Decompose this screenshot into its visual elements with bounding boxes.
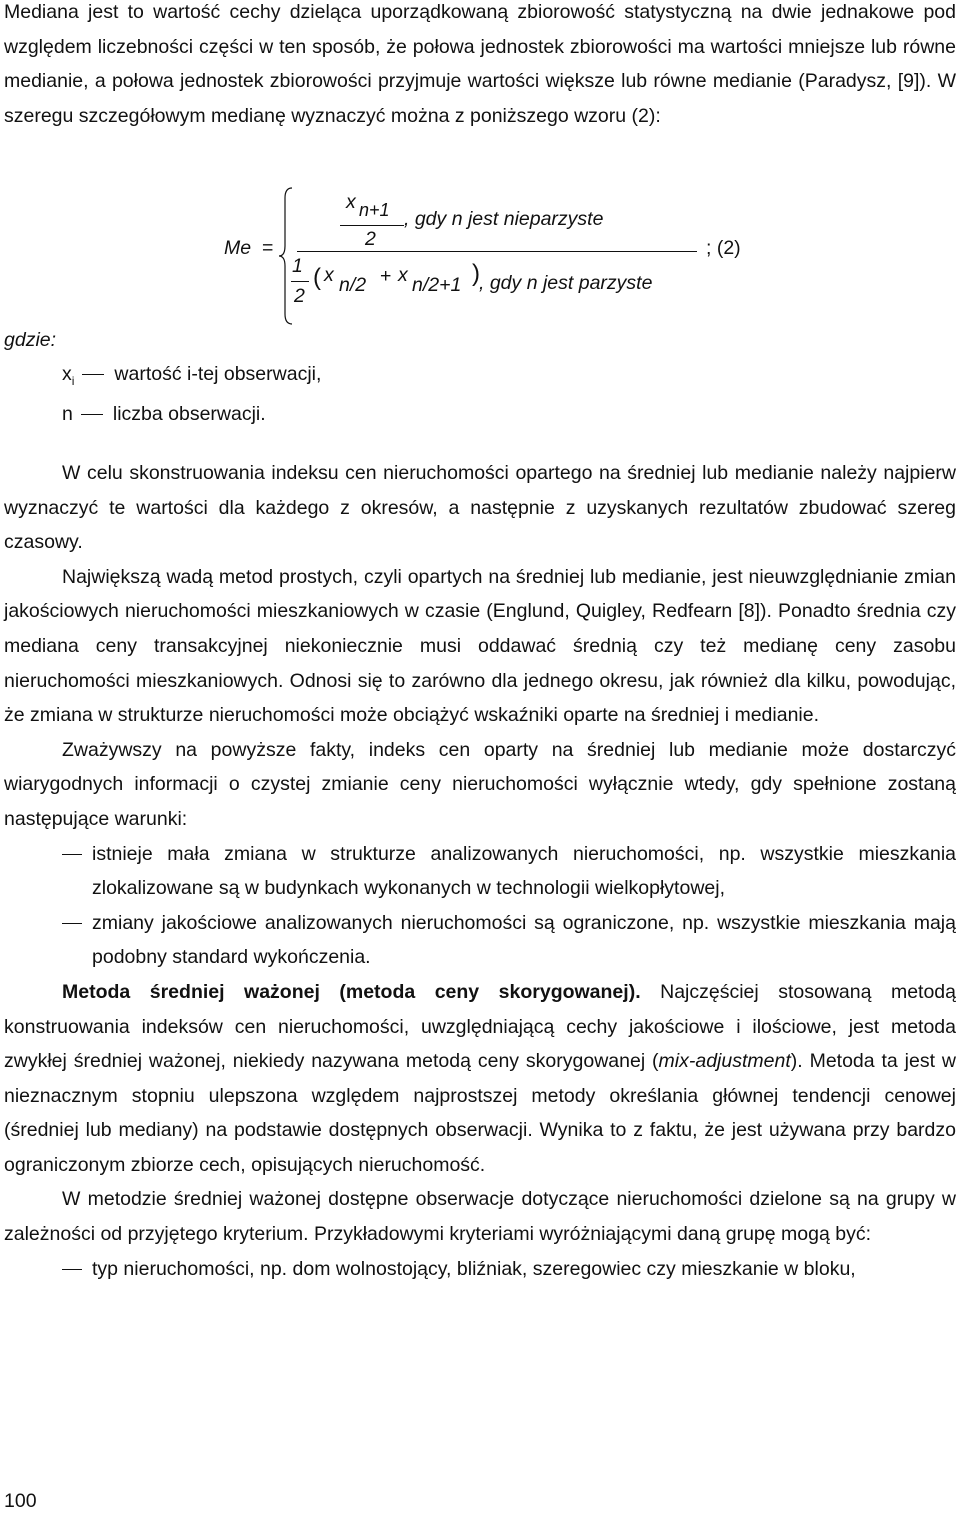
case2-close-paren: )	[472, 260, 480, 287]
formula-equals: =	[262, 237, 274, 259]
case2-denominator: 2	[294, 285, 305, 307]
bullet-dash-icon	[4, 1252, 92, 1287]
list-item	[4, 837, 956, 906]
bullet-dash-icon	[4, 837, 92, 906]
dash-icon	[81, 414, 103, 415]
formula-label: ; (2)	[706, 237, 741, 259]
case2-numerator: 1	[292, 255, 303, 277]
definition-text: liczba obserwacji.	[112, 402, 266, 425]
case2-open-paren: (	[313, 264, 321, 291]
variable-definitions	[62, 358, 321, 431]
paragraph-3: Zważywszy na powyższe fakty, indeks cen oparty na średniej lub medianie może dostarczyć wiarygodnych informacji o czystej zmianie ceny nieruchomości wyłącznie wtedy, gdy spełnione zostaną następujące warunki:	[4, 738, 956, 830]
paragraph-5: W metodzie średniej ważonej dostępne obserwacje dotyczące nieruchomości dzielone są na grupy w zależności od przyjętego kryterium. Przykładowymi kryteriami wyróżniającymi daną grupę mogą być:	[4, 1188, 956, 1246]
case2-subscript1: n/2	[339, 274, 367, 296]
definition-symbol: x	[62, 363, 72, 385]
definition-symbol: n	[62, 402, 73, 425]
definition-text: wartość i-tej obserwacji,	[114, 363, 322, 385]
intro-paragraph: Mediana jest to wartość cechy dzieląca uporządkowaną zbiorowość statystyczną na dwie jednakowe pod względem liczebności części w ten sposób, że połowa jednostek zbiorowości ma wartości mniejsze lub równe medianie, a połowa jednostek zbiorowości przyjmuje wartości większe lub równe medianie (Paradysz, [9]). W szeregu szczegółowym medianę wyznaczyć można z poniższego wzoru (2):	[4, 1, 956, 127]
list-item	[4, 906, 956, 975]
paragraph-4	[4, 975, 956, 1183]
median-formula	[0, 180, 960, 330]
case2-x2: x	[398, 264, 408, 286]
bullet-dash-icon	[4, 906, 92, 975]
list-item-text: zmiany jakościowe analizowanych nieruchomości są ograniczone, np. wszystkie mieszkania mają podobny standard wykończenia.	[92, 911, 956, 969]
case2-subscript2: n/2+1	[412, 274, 462, 296]
dash-icon	[82, 374, 104, 375]
list-item-text: istnieje mała zmiana w strukturze analizowanych nieruchomości, np. wszystkie mieszkania zlokalizowane są w budynkach wykonanych w technologii wielkopłytowej,	[92, 842, 956, 900]
case1-condition: , gdy n jest nieparzyste	[404, 208, 604, 230]
page-number: 100	[4, 1490, 37, 1512]
italic-term: mix-adjustment	[658, 1050, 791, 1073]
case2-x1: x	[324, 264, 334, 286]
body-text	[4, 456, 956, 1286]
paragraph-1: W celu skonstruowania indeksu cen nieruchomości opartego na średniej lub medianie należy najpierw wyznaczyć te wartości dla każdego z okresów, a następnie z uzyskanych rezultatów zbudować szereg czasowy.	[4, 462, 956, 554]
definition-row	[62, 358, 321, 398]
case1-x: x	[346, 191, 356, 213]
cases-separator-line	[297, 251, 697, 252]
case2-condition: , gdy n jest parzyste	[479, 272, 653, 294]
paragraph-4-text-b: ). Metoda ta jest w nieznacznym stopniu ulepszona względem najprostszej metody określania głównej tendencji cenowej (średniej lub mediany) na podstawie dostępnych obserwacji. Wynika to z faktu, że jest używana przy bardzo ograniczonym zbiorze cech, opisujących nieruchomość.	[4, 1050, 956, 1176]
case1-subscript: n+1	[359, 200, 390, 220]
paragraph-4-text-a: Najczęściej stosowaną metodą konstruowania indeksów cen nieruchomości, uwzględniającą cechy jakościowe i ilościowe, jest metoda zwykłej średniej ważonej, niekiedy nazywana metodą ceny skorygowanej (	[4, 980, 956, 1073]
case2-plus: +	[380, 265, 392, 287]
formula-lhs: Me	[224, 237, 252, 259]
list-item	[4, 1252, 956, 1287]
paragraph-2: Największą wadą metod prostych, czyli opartych na średniej lub medianie, jest nieuwzględnianie zmian jakościowych nieruchomości mieszkaniowych w czasie (Englund, Quigley, Redfearn [8]). Ponadto średnia czy mediana ceny transakcyjnej niekoniecznie musi oddawać średnią czy też medianę ceny zasobu nieruchomości mieszkaniowych. Odnosi się to zarówno dla jednego okresu, jak również dla kilku, powodując, że zmiana w strukturze nieruchomości może obciążyć wskaźniki oparte na średniej i medianie.	[4, 565, 956, 727]
list-item-text: typ nieruchomości, np. dom wolnostojący, bliźniak, szeregowiec czy mieszkanie w bloku,	[92, 1257, 856, 1280]
definition-subscript: i	[71, 373, 75, 388]
definition-row	[62, 398, 321, 431]
case2-fraction-bar	[291, 281, 309, 282]
case1-denominator: 2	[365, 228, 376, 250]
section-heading: Metoda średniej ważonej (metoda ceny skorygowanej).	[62, 980, 641, 1003]
where-label: gdzie:	[4, 329, 57, 351]
case1-fraction-bar	[340, 225, 404, 226]
